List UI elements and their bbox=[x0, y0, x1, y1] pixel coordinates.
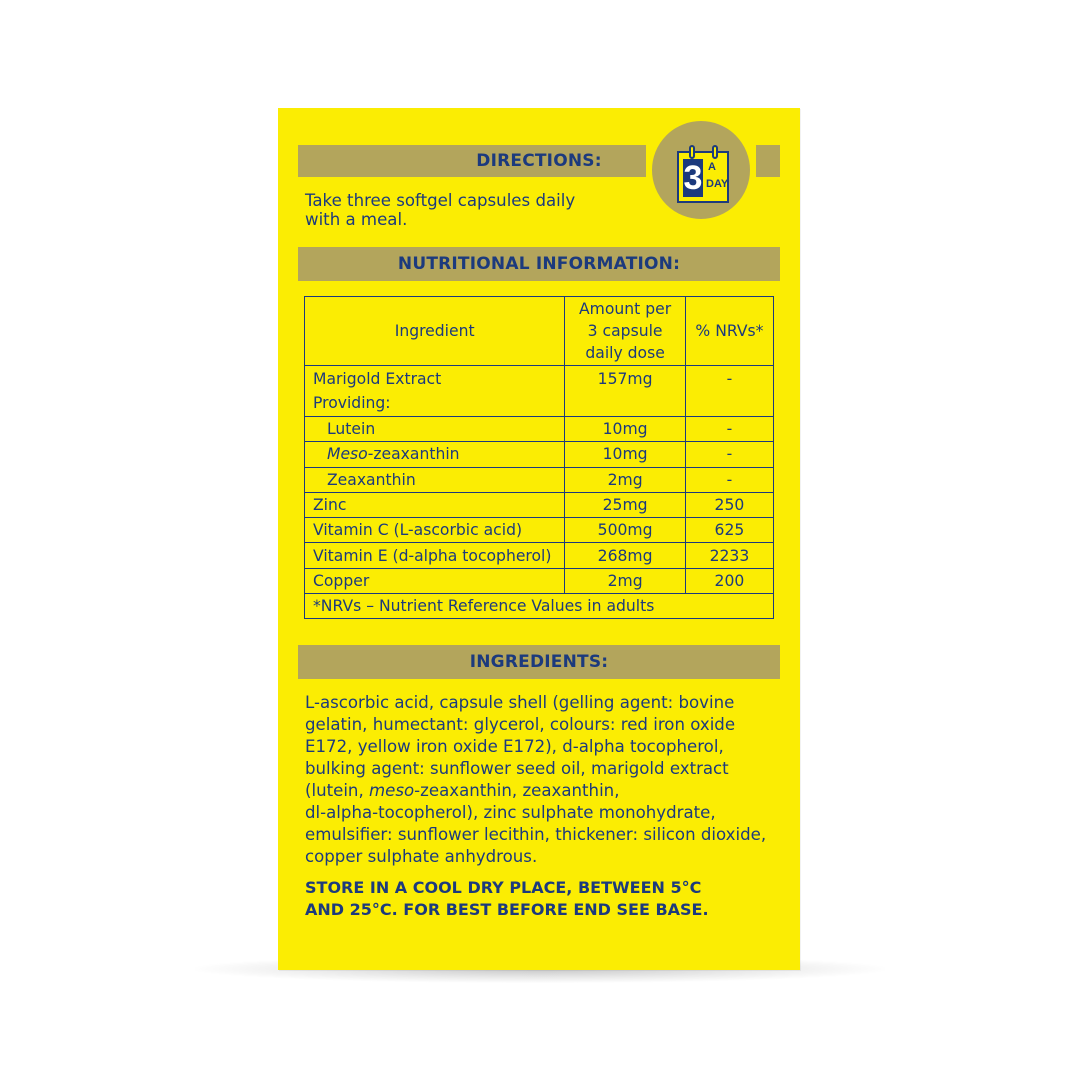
ingredients-heading-band bbox=[298, 645, 780, 679]
row-nrv: - bbox=[685, 417, 773, 442]
table-row bbox=[305, 467, 774, 492]
row-amount: 10mg bbox=[565, 417, 686, 442]
row-nrv: - bbox=[685, 467, 773, 492]
ingredients-line: E172, yellow iron oxide E172), d-alpha tocopherol, bbox=[305, 737, 724, 756]
row-name: Lutein bbox=[305, 417, 565, 442]
row-name: Meso-zeaxanthin bbox=[305, 442, 565, 467]
directions-text-1: Take three softgel capsules daily bbox=[305, 191, 576, 210]
ingredients-line: bulking agent: sunflower seed oil, marigold extract bbox=[305, 759, 729, 778]
row-name: Copper bbox=[305, 568, 565, 593]
directions-heading: DIRECTIONS: bbox=[476, 151, 602, 171]
table-row bbox=[305, 366, 774, 417]
badge-day: DAY bbox=[706, 178, 729, 190]
nutrition-heading-band bbox=[298, 247, 780, 281]
ingredients-line: gelatin, humectant: glycerol, colours: red iron oxide bbox=[305, 715, 736, 734]
ingredients-line: dl-alpha-tocopherol), zinc sulphate monohydrate, bbox=[305, 803, 716, 822]
storage-text bbox=[305, 877, 709, 921]
row-nrv: 250 bbox=[685, 492, 773, 517]
ingredients-line: copper sulphate anhydrous. bbox=[305, 847, 538, 866]
directions-text-2: with a meal. bbox=[305, 210, 408, 229]
row-name: Marigold Extract bbox=[313, 370, 442, 388]
row-amount: 268mg bbox=[565, 543, 686, 568]
badge-number: 3 bbox=[683, 159, 703, 197]
row-amount: 2mg bbox=[565, 568, 686, 593]
header-amount: Amount per 3 capsule daily dose bbox=[565, 297, 686, 366]
table-footnote-row bbox=[305, 594, 774, 619]
product-back-panel bbox=[278, 108, 800, 970]
row-amount: 10mg bbox=[565, 442, 686, 467]
table-row bbox=[305, 543, 774, 568]
table-row bbox=[305, 442, 774, 467]
calendar-icon bbox=[677, 151, 729, 203]
table-header-row bbox=[305, 297, 774, 366]
row-name: Vitamin C (L-ascorbic acid) bbox=[305, 518, 565, 543]
header-ingredient: Ingredient bbox=[305, 297, 565, 366]
ingredients-line: emulsifier: sunflower lecithin, thickener: silicon dioxide, bbox=[305, 825, 767, 844]
badge-a: A bbox=[708, 161, 716, 173]
row-nrv: 200 bbox=[685, 568, 773, 593]
table-row bbox=[305, 518, 774, 543]
nrv-footnote: *NRVs – Nutrient Reference Values in adults bbox=[305, 594, 774, 619]
ingredients-line: L-ascorbic acid, capsule shell (gelling agent: bovine bbox=[305, 693, 735, 712]
row-nrv: 625 bbox=[685, 518, 773, 543]
row-subname: Providing: bbox=[313, 394, 391, 412]
row-nrv: 2233 bbox=[685, 543, 773, 568]
row-amount: 157mg bbox=[565, 366, 686, 417]
table-row bbox=[305, 492, 774, 517]
header-nrv: % NRVs* bbox=[685, 297, 773, 366]
row-amount: 500mg bbox=[565, 518, 686, 543]
row-nrv: - bbox=[685, 366, 773, 417]
table-row bbox=[305, 568, 774, 593]
calendar-ring-left bbox=[689, 145, 695, 159]
three-a-day-badge bbox=[649, 118, 753, 222]
ingredients-text bbox=[305, 692, 766, 868]
row-name: Vitamin E (d-alpha tocopherol) bbox=[305, 543, 565, 568]
storage-line: AND 25°C. FOR BEST BEFORE END SEE BASE. bbox=[305, 900, 709, 919]
table-row bbox=[305, 417, 774, 442]
calendar-ring-right bbox=[712, 145, 718, 159]
storage-line: STORE IN A COOL DRY PLACE, BETWEEN 5°C bbox=[305, 878, 702, 897]
row-amount: 2mg bbox=[565, 467, 686, 492]
row-amount: 25mg bbox=[565, 492, 686, 517]
row-name: Zinc bbox=[305, 492, 565, 517]
ingredients-heading: INGREDIENTS: bbox=[469, 652, 609, 672]
row-name: Zeaxanthin bbox=[305, 467, 565, 492]
nutrition-heading: NUTRITIONAL INFORMATION: bbox=[397, 254, 681, 274]
nutrition-table bbox=[304, 296, 774, 619]
ingredients-line: (lutein, meso-zeaxanthin, zeaxanthin, bbox=[305, 781, 620, 800]
row-nrv: - bbox=[685, 442, 773, 467]
